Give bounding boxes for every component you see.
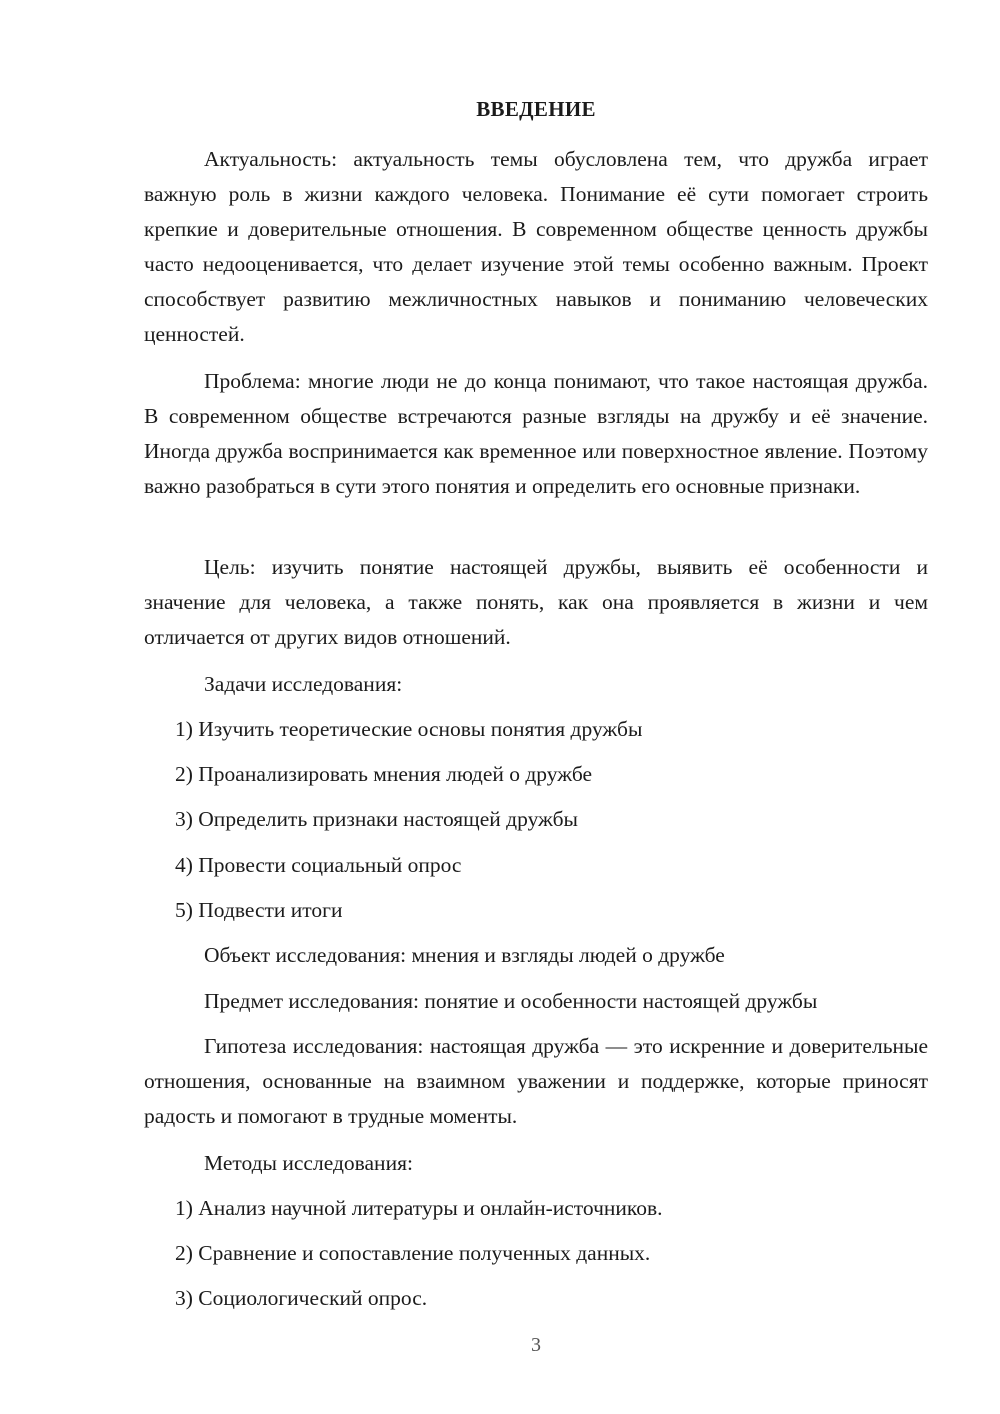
task-item: 2) Проанализировать мнения людей о дружбе (175, 762, 593, 786)
research-object: Объект исследования: мнения и взгляды людей о дружбе (204, 943, 725, 967)
method-item: 1) Анализ научной литературы и онлайн-источников. (175, 1196, 663, 1220)
task-item: 4) Провести социальный опрос (175, 853, 462, 877)
task-item: 3) Определить признаки настоящей дружбы (175, 807, 578, 831)
tasks-heading: Задачи исследования: (204, 672, 403, 696)
task-item: 1) Изучить теоретические основы понятия дружбы (175, 717, 643, 741)
methods-heading: Методы исследования: (204, 1151, 413, 1175)
paragraph-goal: Цель: изучить понятие настоящей дружбы, выявить её особенности и значение для человека, а также понять, как она проявляется в жизни и чем отличается от других видов отношений. (144, 555, 928, 649)
paragraph-relevance: Актуальность: актуальность темы обусловлена тем, что дружба играет важную роль в жизни каждого человека. Понимание её сути помогает строить крепкие и доверительные отношения. В современном обществе ценность дружбы часто недооценивается, что делает изучение этой темы особенно важным. Проект способствует развитию межличностных навыков и пониманию человеческих ценностей. (144, 147, 928, 346)
paragraph-hypothesis: Гипотеза исследования: настоящая дружба — это искренние и доверительные отношения, основанные на взаимном уважении и поддержке, которые приносят радость и помогают в трудные моменты. (144, 1034, 928, 1128)
page-title: ВВЕДЕНИЕ (476, 97, 596, 121)
paragraph-problem: Проблема: многие люди не до конца понимают, что такое настоящая дружба. В современном обществе встречаются разные взгляды на дружбу и её значение. Иногда дружба воспринимается как временное или поверхностное явление. Поэтому важно разобраться в сути этого понятия и определить его основные признаки. (144, 369, 928, 498)
page-number: 3 (531, 1334, 541, 1356)
research-subject: Предмет исследования: понятие и особенности настоящей дружбы (204, 989, 818, 1013)
method-item: 3) Социологический опрос. (175, 1286, 428, 1310)
task-item: 5) Подвести итоги (175, 898, 343, 922)
method-item: 2) Сравнение и сопоставление полученных данных. (175, 1241, 651, 1265)
